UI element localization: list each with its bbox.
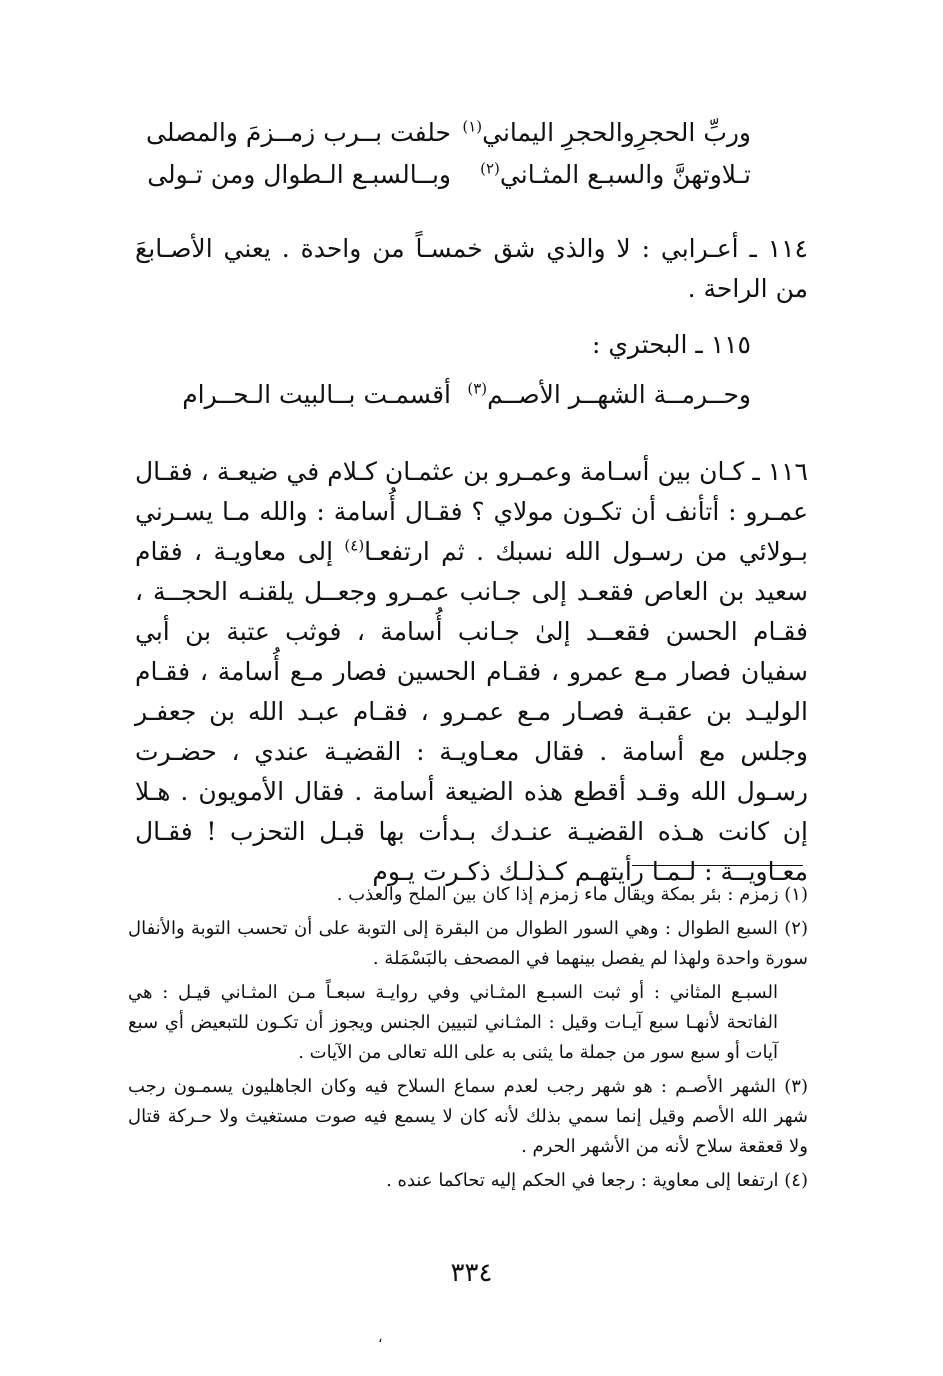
paragraph-116-part-1: ١١٦ ـ كـان بين أسـامة وعمـرو بن عثمـان كـلام في ضيعـة ، فقـال عمـرو : أتأنف أن تكـون مولاي ؟ فقـال أُسامة : والله مـا يسـرني بـولائي من رسـول الله نسبك . ثم ارتفعـا — [135, 457, 808, 566]
verse-hemistich-second — [462, 118, 751, 147]
verse-line-3 — [0, 380, 943, 420]
paragraph-116-part-2: إلى معاويـة ، فقام سعيد بن العاص فقعـد إلى جـانب عمـرو وجعــل يلقنـه الحجــة ، فقـام الحسن فقعــد إلىٰ جـانب أُسامة ، فوثب عتبة بن أبي سفيان فصار مـع عمرو ، فقـام الحسين فصار مـع أُسامة ، فقـام الوليـد بن عقبـة فصـار مـع عمـرو ، فقـام عبـد الله بن جعفـر وجلس مع أسامة . فقال معـاويـة : القضيـة عندي ، حضـرت رسـول الله وقـد أقطع هذه الضيعة أسامة . فقال الأمويون . هـلا إن كانت هـذه القضيـة عنـدك بـدأت بها قبـل التحزب ! فقـال معـاويــة : لـمـا رأيتهـم كـذلـك ذكـرت يـوم — [135, 537, 808, 886]
verse-hemistich-second — [480, 160, 751, 189]
footnote-ref-4: (٤) — [344, 536, 365, 555]
footnote-divider — [632, 865, 803, 866]
footnotes — [128, 880, 808, 1200]
verse-hemistich-second — [467, 380, 751, 409]
verse-line-2 — [0, 160, 943, 200]
paragraph-116 — [135, 452, 808, 892]
footnote-2-continuation: السبـع المثاني : أو ثبت السبـع المثـاني وفي روايـة سبعـاً مـن المثـاني قيـل : هي الفاتحة لأنهـا سبع آيـات وقيل : المثـاني لتبيين الجنس ويجوز أن تكـون للتبعيض أي سبع آيات أو سبع سور من جملة ما يثنى به على الله تعالى من الآيات . — [128, 982, 778, 1063]
footnote-3: (٣) الشهر الأصـم : هو شهر رجب لعدم سماع السلاح فيه وكان الجاهليون يسمـون رجب شهر الله الأصم وقيل إنما سمي بذلك لأنه كان لا يسمع فيه صوت مستغيث ولا حـركة قتال ولا قعقعة سلاح لأنه من الأشهر الحرم . — [128, 1076, 808, 1157]
footnote-ref-1: (١) — [462, 117, 483, 136]
page-number: ٣٣٤ — [450, 1258, 493, 1288]
hemistich-text: تـلاوتهنَّ والسبـع المثـاني — [499, 160, 751, 189]
heading-115: ١١٥ ـ البحتري : — [591, 330, 751, 359]
footnote-4: (٤) ارتفعا إلى معاوية : رجعا في الحكم إليه تحاكما عنده . — [386, 1170, 808, 1191]
footnote-2: (٢) السبع الطوال : وهي السور الطوال من البقرة إلى التوبة على أن تحسب التوبة والأنفال سورة واحدة ولهذا لم يفصل بينهما في المصحف بالبَسْمَلة . — [128, 918, 808, 969]
paragraph-114: ١١٤ ـ أعـرابي : لا والذي شق خمسـاً من واحدة . يعني الأصـابعَ من الراحة . — [135, 234, 808, 303]
bottom-mark: ، — [378, 1330, 383, 1346]
hemistich-text: وربِّ الحجرِوالحجرِ اليماني — [482, 118, 751, 147]
footnote-1: (١) زمزم : بئر بمكة ويقال ماء زمزم إذا كان بين الملح والعذب . — [336, 884, 808, 905]
verse-line-1 — [0, 118, 943, 158]
hemistich-text: وحــرمــة الشهــر الأصــم — [487, 380, 751, 409]
footnote-ref-3: (٣) — [467, 379, 488, 398]
verse-hemistich-first: حلفت بــرب زمــزمَ والمصلى — [146, 118, 451, 147]
verse-hemistich-first: وبــالسبـع الـطوال ومن تـولى — [147, 160, 451, 189]
footnote-ref-2: (٢) — [480, 159, 500, 178]
verse-hemistich-first: أقسمـت بــالبيت الـحــرام — [182, 380, 451, 409]
